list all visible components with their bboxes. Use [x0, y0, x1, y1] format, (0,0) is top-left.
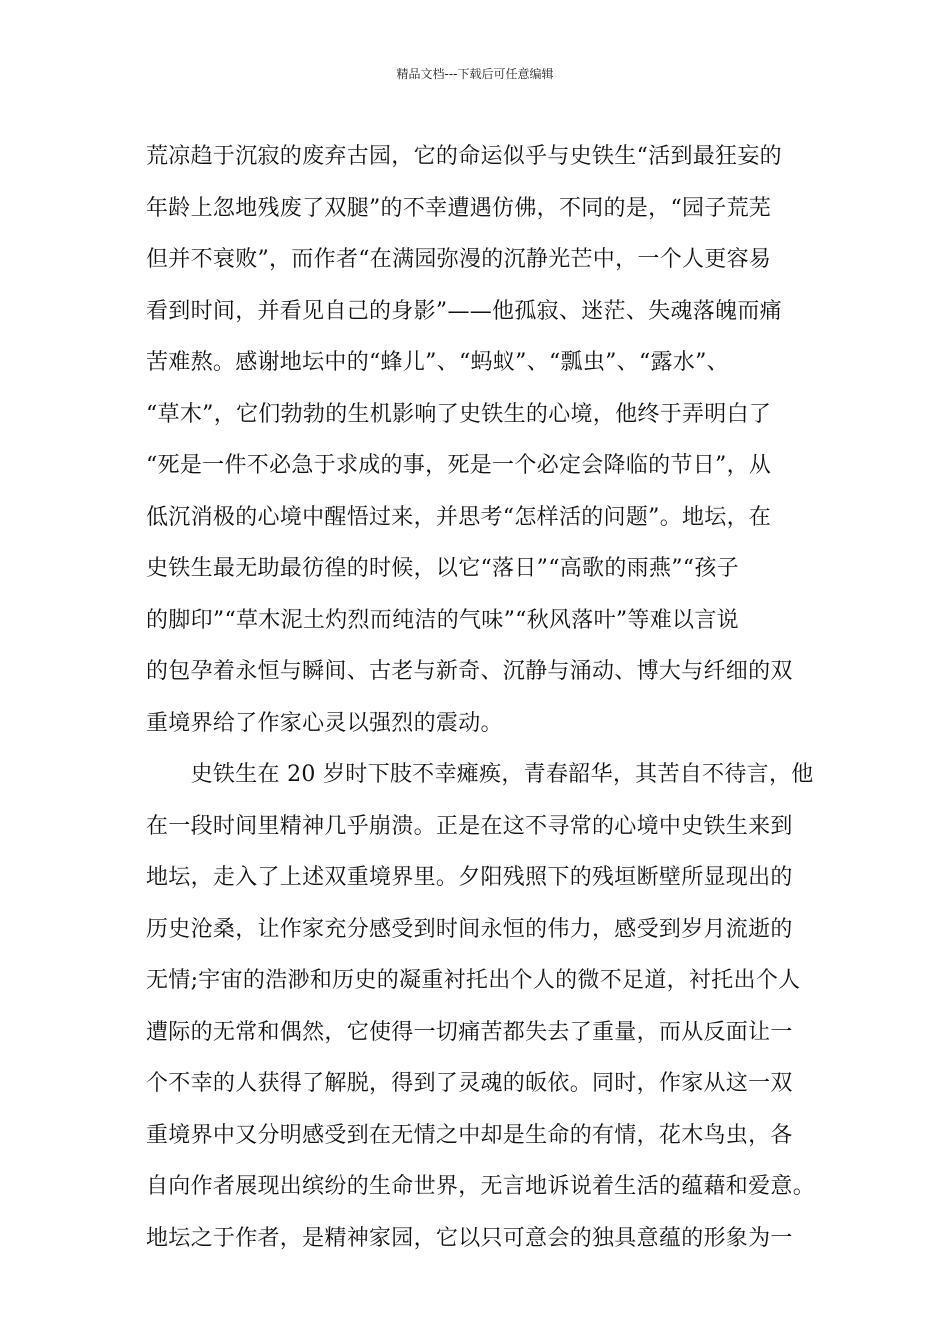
- text-line: 个不幸的人获得了解脱，得到了灵魂的皈依。同时，作家从这一双: [146, 1071, 793, 1096]
- text-line: 历史沧桑，让作家充分感受到时间永恒的伟力，感受到岁月流逝的: [146, 916, 793, 942]
- text-line: 重境界给了作家心灵以强烈的震动。: [146, 710, 503, 736]
- text-line: 的包孕着永恒与瞬间、古老与新奇、沉静与涌动、博大与纤细的双: [146, 659, 793, 684]
- text-line: 在一段时间里精神几乎崩溃。正是在这不寻常的心境中史铁生来到: [146, 813, 793, 839]
- text-line: 看到时间，并看见自己的身影”——他孤寂、迷茫、失魂落魄而痛: [146, 298, 782, 324]
- text-line: 苦难熬。感谢地坛中的“蜂儿”、“蚂蚁”、“瓢虫”、“露水”、: [146, 350, 729, 375]
- text-line: 低沉消极的心境中醒悟过来，并思考“怎样活的问题”。地坛，在: [146, 504, 772, 530]
- text-line: “死是一件不必急于求成的事，死是一个必定会降临的节日”，从: [146, 453, 772, 478]
- text-line: 重境界中又分明感受到在无情之中却是生命的有情，花木鸟虫，各: [146, 1122, 793, 1148]
- text-line: 地坛之于作者，是精神家园，它以只可意会的独具意蕴的形象为一: [146, 1225, 793, 1251]
- text-line: 遭际的无常和偶然，它使得一切痛苦都失去了重量，而从反面让一: [146, 1019, 793, 1045]
- text-line: “草木”，它们勃勃的生机影响了史铁生的心境，他终于弄明白了: [146, 401, 772, 427]
- document-body: [146, 131, 826, 1264]
- text-line: 荒凉趋于沉寂的废弃古园，它的命运似乎与史铁生“活到最狂妄的: [146, 144, 782, 169]
- text-line: 史铁生最无助最彷徨的时候，以它“落日”“高歌的雨燕”“孩子: [146, 556, 739, 581]
- text-line: 史铁生在 20 岁时下肢不幸瘫痪，青春韶华，其苦自不待言，他: [146, 762, 814, 787]
- text-line: 年龄上忽地残废了双腿”的不幸遭遇仿佛，不同的是，“园子荒芜: [146, 195, 772, 221]
- page-header: 精品文档---下载后可任意编辑: [396, 67, 554, 81]
- text-line: 无情;宇宙的浩渺和历史的凝重衬托出个人的微不足道，衬托出个人: [146, 968, 801, 993]
- text-line: 自向作者展现出缤纷的生命世界，无言地诉说着生活的蕴藉和爱意。: [146, 1174, 816, 1199]
- text-line: 地坛，走入了上述双重境界里。夕阳残照下的残垣断壁所显现出的: [146, 865, 793, 890]
- text-line: 但并不衰败”，而作者“在满园弥漫的沉静光芒中，一个人更容易: [146, 247, 772, 272]
- text-line: 的脚印”“草木泥土灼烈而纯洁的气味”“秋风落叶”等难以言说: [146, 607, 739, 633]
